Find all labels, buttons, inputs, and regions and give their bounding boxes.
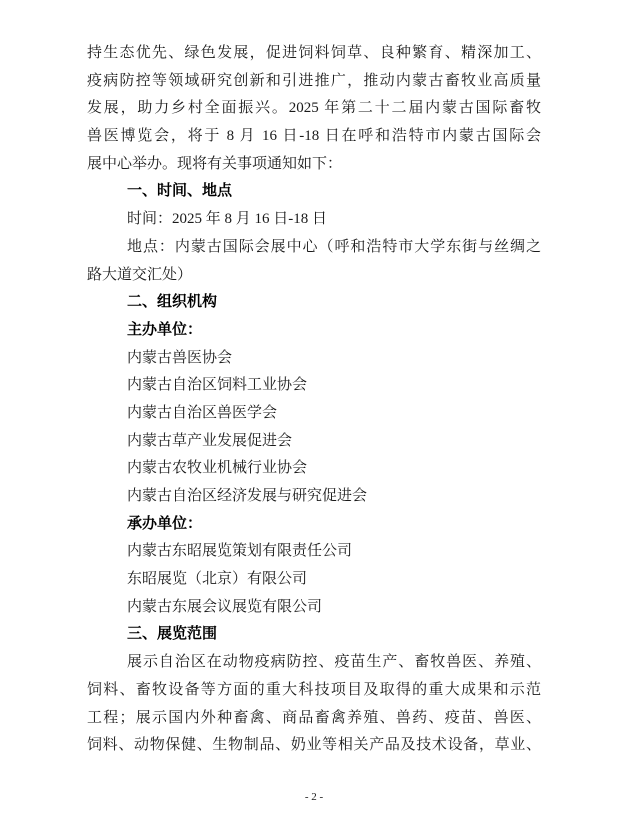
page-number: - 2 - bbox=[304, 791, 324, 803]
org-item: 内蒙古东昭展览策划有限责任公司 bbox=[127, 543, 353, 560]
paragraph-line: 饲料、动物保健、生物制品、奶业等相关产品及技术设备，草业、 bbox=[87, 737, 541, 754]
org-label-host: 主办单位： bbox=[127, 321, 203, 338]
org-item: 内蒙古自治区饲料工业协会 bbox=[127, 377, 308, 394]
paragraph-line: 持生态优先、绿色发展，促进饲料饲草、良种繁育、精深加工、 bbox=[87, 45, 541, 61]
org-item: 内蒙古农牧业机械行业协会 bbox=[127, 460, 308, 477]
paragraph-line: 工程；展示国内外种畜禽、商品畜禽养殖、兽药、疫苗、兽医、 bbox=[87, 709, 541, 726]
time-line: 时间：2025 年 8 月 16 日-18 日 bbox=[127, 211, 327, 228]
org-item: 东昭展览（北京）有限公司 bbox=[127, 571, 308, 588]
org-item: 内蒙古自治区经济发展与研究促进会 bbox=[127, 488, 368, 504]
section-heading-scope: 三、展览范围 bbox=[127, 626, 218, 643]
paragraph-line: 饲料、畜牧设备等方面的重大科技项目及取得的重大成果和示范 bbox=[87, 681, 541, 698]
place-line: 地点：内蒙古国际会展中心（呼和浩特市大学东街与丝绸之 bbox=[127, 238, 541, 255]
paragraph-line: 发展，助力乡村全面振兴。2025 年第二十二届内蒙古国际畜牧 bbox=[87, 100, 541, 117]
org-item: 内蒙古自治区兽医学会 bbox=[127, 404, 278, 421]
section-heading-organization: 二、组织机构 bbox=[127, 294, 218, 311]
paragraph-line: 疫病防控等领域研究创新和引进推广，推动内蒙古畜牧业高质量 bbox=[87, 72, 541, 89]
org-item: 内蒙古草产业发展促进会 bbox=[127, 432, 293, 449]
org-item: 内蒙古兽医协会 bbox=[127, 349, 233, 366]
org-label-organizer: 承办单位： bbox=[127, 515, 203, 532]
place-line: 路大道交汇处） bbox=[87, 266, 193, 283]
paragraph-line: 兽医博览会，将于 8 月 16 日-18 日在呼和浩特市内蒙古国际会 bbox=[87, 128, 541, 145]
org-item: 内蒙古东展会议展览有限公司 bbox=[127, 598, 323, 615]
paragraph-line: 展示自治区在动物疫病防控、疫苗生产、畜牧兽医、养殖、 bbox=[127, 654, 541, 671]
paragraph-line: 展中心举办。现将有关事项通知如下： bbox=[87, 155, 343, 172]
section-heading-time-place: 一、时间、地点 bbox=[127, 183, 233, 200]
document-body bbox=[87, 40, 541, 760]
